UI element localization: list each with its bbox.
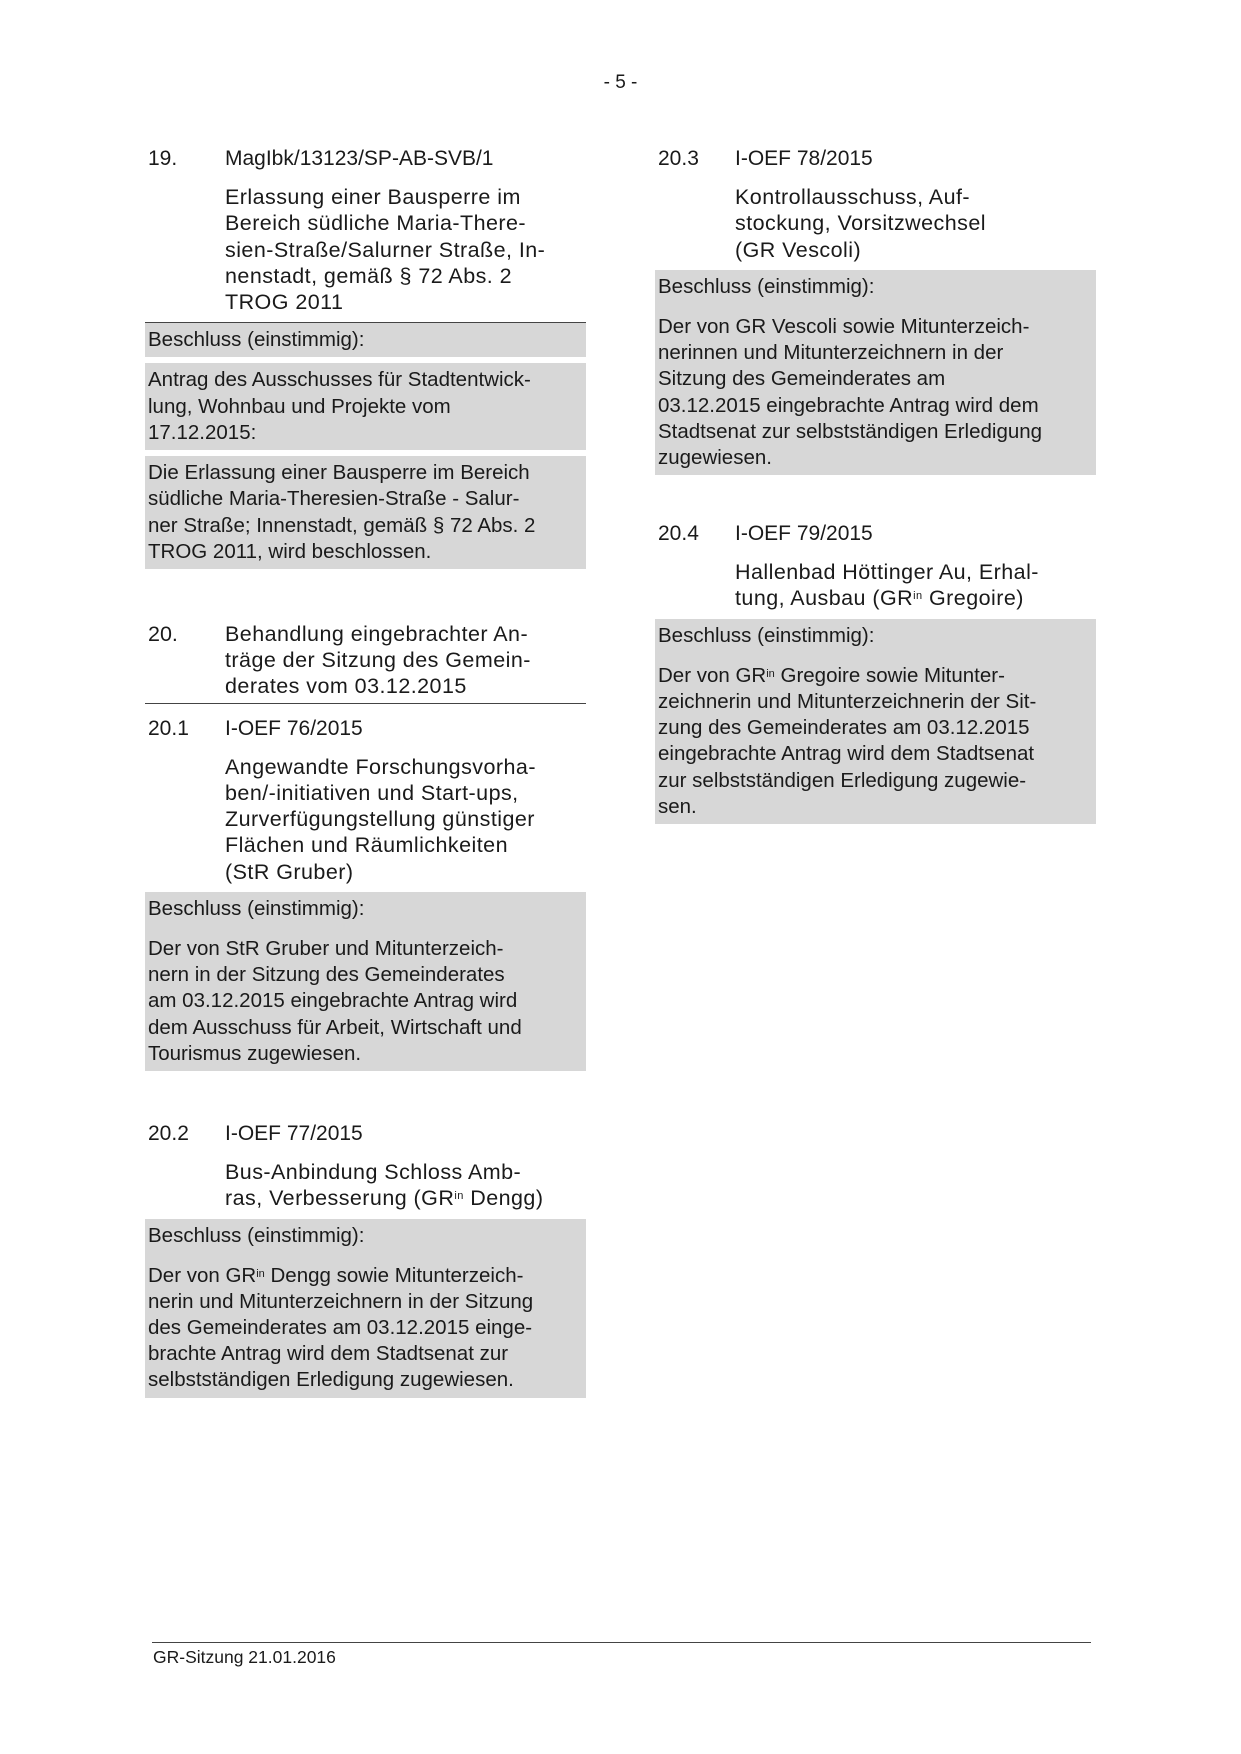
subject-line: Erlassung einer Bausperre im — [225, 185, 521, 209]
item-subject: Bus-Anbindung Schloss Amb- ras, Verbesserung ($GR^{in}$ Dengg) — [225, 1160, 544, 1211]
item-header — [145, 1121, 586, 1147]
item-header — [655, 521, 1096, 547]
divider — [145, 703, 586, 704]
item-reference: I-OEF 76/2015 — [225, 716, 363, 740]
subject-line: Bereich südliche Maria-There- — [225, 211, 527, 236]
subject-line: sien-Straße/Salurner Straße, In- — [225, 237, 546, 262]
left-column — [145, 146, 586, 1398]
agenda-item-20-3 — [655, 146, 1096, 475]
decision-text: Der von $GR^{in}$ Gregoire sowie Mitunter- zeichnerin und Mitunterzeichnerin der Sit- zung des Gemeinderates am 03.12.2015 eingebrachte Antrag wird dem Stadtsenat zur selbstständigen Erledigung zugewie- sen. — [655, 659, 1096, 824]
decision-text: Der von StR Gruber und Mitunterzeich- nern in der Sitzung des Gemeinderates am 03.12.2015 eingebrachte Antrag wird dem Ausschuss für Arbeit, Wirtschaft und Tourismus zugewiesen. — [145, 932, 586, 1071]
item-reference: I-OEF 79/2015 — [735, 522, 873, 546]
item-subject: Angewandte Forschungsvorha- ben/-initiativen und Start-ups, Zurverfügungstellung günstiger Flächen und Räumlichkeiten (StR Gruber) — [225, 754, 536, 884]
decision-text: Der von $GR^{in}$ Dengg sowie Mitunterzeich- nerin und Mitunterzeichnern in der Sitzung des Gemeinderates am 03.12.2015 einge- brachte Antrag wird dem Stadtsenat zur selbstständigen Erledigung zugewiesen. — [145, 1259, 586, 1398]
item-header — [655, 146, 1096, 172]
decision-label: Beschluss (einstimmig): — [145, 1219, 586, 1253]
motion-text: Antrag des Ausschusses für Stadtentwick- lung, Wohnbau und Projekte vom 17.12.2015: — [145, 363, 586, 450]
item-number: 20. — [148, 621, 178, 646]
subject-line: nenstadt, gemäß § 72 Abs. 2 — [225, 263, 513, 288]
item-number: 20.4 — [658, 522, 699, 546]
item-number: 20.3 — [658, 147, 699, 170]
item-reference: MagIbk/13123/SP-AB-SVB/1 — [225, 147, 494, 170]
item-title: Behandlung eingebrachter An- träge der Sitzung des Gemein- derates vom 03.12.2015 — [225, 621, 531, 699]
decision-text: Der von GR Vescoli sowie Mitunterzeich- nerinnen und Mitunterzeichnern in der Sitzung des Gemeinderates am 03.12.2015 eingebrachte Antrag wird dem Stadtsenat zur selbstständigen Erledigung zugewiesen. — [655, 310, 1096, 475]
agenda-item-19 — [145, 146, 586, 569]
agenda-item-20-1 — [145, 716, 586, 1072]
item-number: 20.2 — [148, 1122, 189, 1146]
decision-label: Beschluss (einstimmig): — [655, 270, 1096, 304]
footer-text: GR-Sitzung 21.01.2016 — [153, 1647, 336, 1667]
footer-divider — [152, 1642, 1091, 1643]
item-subject — [145, 184, 586, 315]
item-header — [145, 621, 586, 703]
decision-label: Beschluss (einstimmig): — [145, 892, 586, 926]
decision-label: Beschluss (einstimmig): — [145, 323, 586, 357]
item-header — [145, 146, 586, 172]
right-column — [655, 146, 1096, 824]
item-reference: I-OEF 77/2015 — [225, 1122, 363, 1146]
item-reference: I-OEF 78/2015 — [735, 147, 873, 170]
agenda-item-20 — [145, 621, 586, 704]
agenda-item-20-2 — [145, 1121, 586, 1398]
item-subject: Kontrollausschuss, Auf- stockung, Vorsitzwechsel (GR Vescoli) — [735, 185, 986, 262]
decision-text: Die Erlassung einer Bausperre im Bereich südliche Maria-Theresien-Straße - Salur- ner Straße; Innenstadt, gemäß § 72 Abs. 2 TROG 2011, wird beschlossen. — [145, 456, 586, 569]
item-subject: Hallenbad Höttinger Au, Erhal- tung, Ausbau ($GR^{in}$ Gregoire) — [735, 560, 1039, 611]
item-number: 19. — [148, 147, 178, 170]
item-number: 20.1 — [148, 716, 189, 740]
decision-label: Beschluss (einstimmig): — [655, 619, 1096, 653]
agenda-item-20-4 — [655, 521, 1096, 824]
item-header — [145, 716, 586, 742]
page-number: - 5 - — [603, 72, 638, 93]
subject-line: TROG 2011 — [225, 290, 344, 315]
